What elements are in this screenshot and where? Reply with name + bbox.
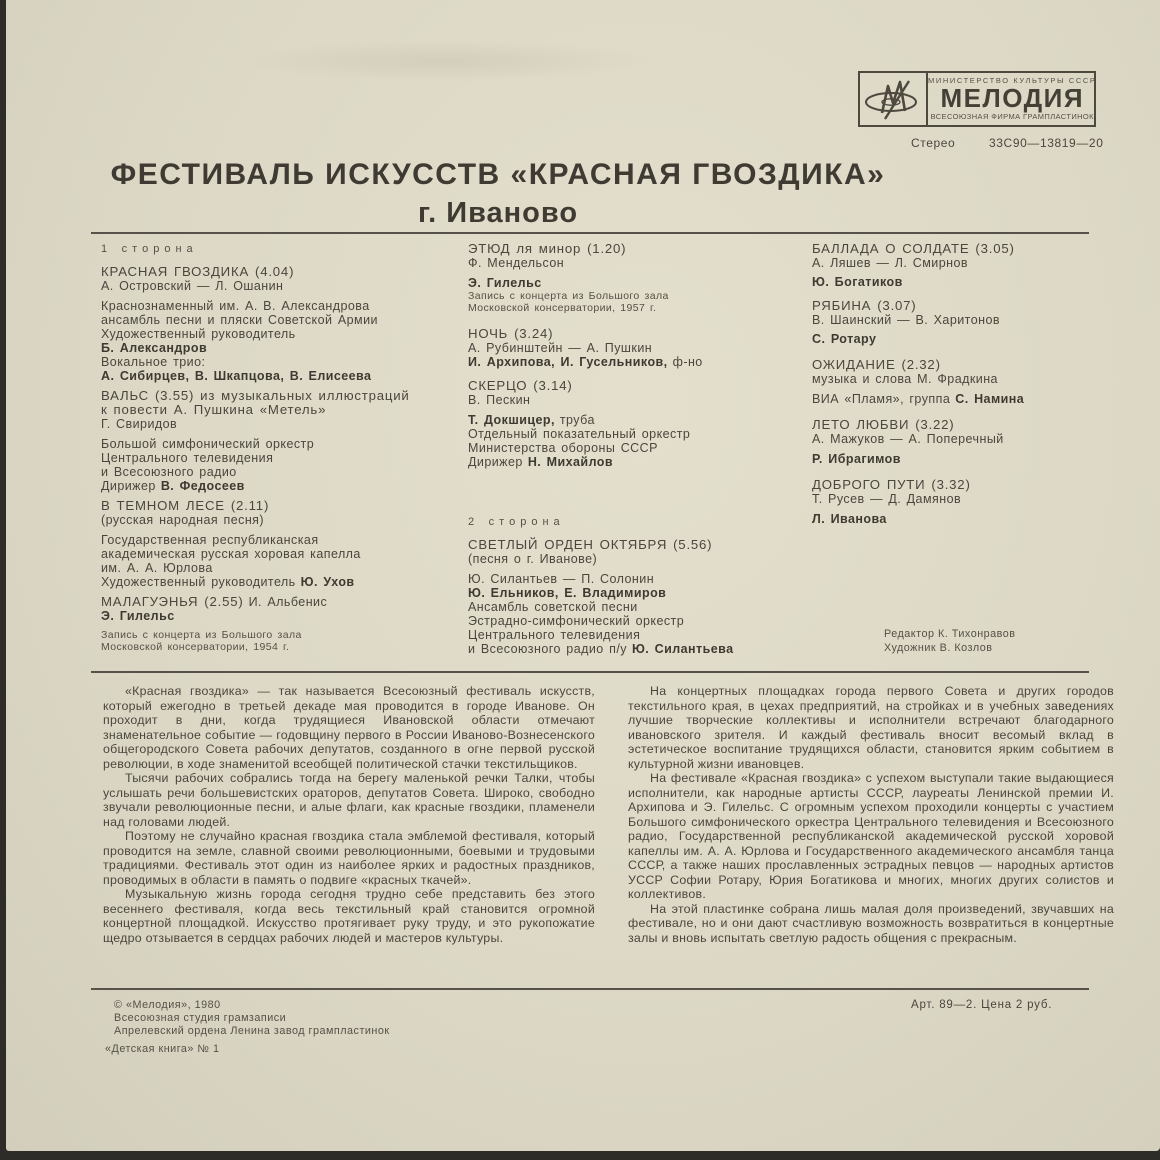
melodiya-logo-icon — [860, 73, 928, 125]
footer-credits — [105, 999, 390, 1056]
side2-heading: 2 сторона — [468, 515, 565, 528]
track-block — [101, 265, 431, 293]
track-authors: музыка и слова М. Фрадкина — [812, 372, 998, 386]
track-block — [812, 242, 1122, 289]
catalog-number: 33С90—13819—20 — [989, 136, 1104, 150]
performer-name: Т. Докшицер, — [468, 412, 555, 427]
essay-paragraph: «Красная гвоздика» — так называется Всесоюзный фестиваль искусств, который ежегодно в третьей декаде мая проводится в городе Иванове. Он проходит в дни, когда трудящиеся Ивановской области отмечают знаменательное событие — годовщину первого в России Иваново-Вознесенского общегородского Совета рабочих депутатов, созданного в огне первой русской революции, в ходе знаменитой всеобщей политической стачки текстильщиков. — [103, 684, 595, 771]
performer-name: Ю. Богатиков — [812, 275, 903, 289]
performer-line: и Всесоюзного радио — [101, 465, 237, 479]
track-title: КРАСНАЯ ГВОЗДИКА (4.04) — [101, 264, 295, 279]
instrument-label: ф-но — [672, 354, 703, 369]
recording-note-line: Московской консерватории, 1954 г. — [101, 641, 290, 654]
conductor-line — [101, 479, 431, 493]
track-authors: И. Альбенис — [248, 595, 328, 609]
performer-block — [101, 437, 431, 493]
track-title: ЛЕТО ЛЮБВИ (3.22) — [812, 417, 955, 432]
essay-paragraph: На фестивале «Красная гвоздика» с успехом выступали такие выдающиеся исполнители, как народные артисты СССР, лауреаты Ленинской премии И. Архипова и Э. Гилельс. С огромным успехом проходили концерты с участием Большого симфонического оркестра Центрального телевидения и Всесоюзного радио, Государственной республиканской академической русской хоровой капеллы им. А. А. Юрлова и Государственного академического ансамбля танца СССР, а также наших прославленных эстрадных певцов — народных артистов УССР Софии Ротару, Юрия Богатикова и многих, многих других солистов и коллективов. — [628, 771, 1114, 901]
performer-line: Министерства обороны СССР — [468, 440, 658, 455]
track-block — [812, 478, 1122, 526]
track-title: МАЛАГУЭНЬЯ (2.55) — [101, 594, 244, 609]
performer-line: Вокальное трио: — [101, 355, 206, 369]
performer-name: Р. Ибрагимов — [812, 452, 901, 466]
performer-name: Ю. Ельников, Е. Владимиров — [468, 585, 667, 600]
track-title: НОЧЬ (3.24) — [468, 325, 554, 341]
track-block — [468, 242, 798, 270]
essay-paragraph: Тысячи рабочих собрались тогда на берегу маленькой речки Талки, чтобы услышать речи большевистских ораторов, депутатов Совета. Широко, свободно звучали революционные песни, и алые флаги, как красные гвоздики, пламенели над головами людей. — [103, 771, 595, 829]
performer-line — [468, 642, 798, 656]
performer-line — [468, 413, 798, 427]
essay-paragraph: Музыкальную жизнь города сегодня трудно себе представить без этого весеннего фестиваля, когда весь текстильный край становится огромной концертной площадкой. Искусство протягивает руку труду, и это рукопожатие щедро отзывается в сердцах рабочих людей и мастеров культуры. — [103, 887, 595, 945]
track-block — [468, 327, 798, 369]
director-line — [101, 575, 431, 589]
track-authors: Т. Русев — Д. Дамянов — [812, 492, 962, 506]
performer-line: Краснознаменный им. А. В. Александрова — [101, 299, 370, 313]
track-authors: А. Ляшев — Л. Смирнов — [812, 256, 968, 270]
melodiya-plate — [858, 71, 1096, 127]
performer-line: Большой симфонический оркестр — [101, 437, 315, 451]
track-block — [101, 389, 431, 431]
conductor-name: Ю. Силантьева — [631, 641, 734, 656]
album-subtitle: г. Иваново — [417, 197, 579, 229]
performer-line: Художественный руководитель — [101, 327, 296, 341]
rule-top — [91, 232, 1089, 234]
conductor-name: В. Федосеев — [160, 479, 245, 493]
track-title: к повести А. Пушкина «Метель» — [101, 402, 327, 417]
essay-paragraph: На концертных площадках города первого Совета и других городов текстильного края, в цехах предприятий, на стройках и в учебных заведениях лучшие творческие коллективы и исполнители встречают благодарного ивановского зрителя. И каждый фестиваль вносит весомый вклад в эстетическое воспитание трудящихся области, становится ярким событием в культурной жизни ивановцев. — [628, 684, 1114, 771]
recording-note-line: Московской консерватории, 1957 г. — [468, 302, 657, 315]
track-title-line — [101, 595, 431, 609]
printer-line: «Детская книга» № 1 — [105, 1043, 220, 1055]
conductor-line — [468, 455, 798, 469]
director-label: Художественный руководитель — [101, 575, 296, 589]
essay-left-column — [103, 684, 595, 984]
track-title: СВЕТЛЫЙ ОРДЕН ОКТЯБРЯ (5.56) — [468, 536, 713, 552]
performer-block — [468, 276, 798, 315]
studio-line: Всесоюзная студия грамзаписи — [114, 1012, 287, 1024]
track-title: РЯБИНА (3.07) — [812, 298, 917, 313]
plant-line: Апрелевский ордена Ленина завод грампластинок — [114, 1025, 390, 1037]
performer-name: С. Ротару — [812, 332, 877, 346]
performer-line: Центрального телевидения — [101, 451, 274, 465]
stereo-label: Стерео — [911, 136, 956, 150]
track-title: ДОБРОГО ПУТИ (3.32) — [812, 477, 971, 492]
recording-note-line: Запись с концерта из Большого зала — [101, 629, 302, 641]
editor-credit: Редактор К. Тихонравов — [884, 628, 1016, 640]
track-title: БАЛЛАДА О СОЛДАТЕ (3.05) — [812, 241, 1015, 256]
tracklist-column-2 — [468, 242, 798, 662]
performer-block — [101, 533, 431, 589]
melodiya-plate-text — [928, 73, 1097, 125]
performer-name: Э. Гилельс — [468, 276, 542, 290]
price-line: Арт. 89—2. Цена 2 руб. — [911, 999, 1053, 1011]
track-title: СКЕРЦО (3.14) — [468, 377, 573, 393]
rule-bottom — [91, 988, 1089, 990]
production-credits — [884, 628, 1016, 655]
track-authors: (русская народная песня) — [101, 513, 265, 527]
director-name: Ю. Ухов — [300, 575, 355, 589]
performer-line: Отдельный показательный оркестр — [468, 426, 691, 441]
conductor-label: Дирижер — [101, 479, 156, 493]
recording-note-line: Запись с концерта из Большого зала — [468, 290, 669, 302]
track-title: ВАЛЬС (3.55) из музыкальных иллюстраций — [101, 388, 410, 403]
performer-line: им. А. А. Юрлова — [101, 561, 213, 575]
performer-line — [468, 355, 798, 369]
side1-heading: 1 сторона — [101, 243, 198, 255]
track-block — [812, 418, 1122, 466]
performer-line: Эстрадно-симфонический оркестр — [468, 613, 685, 628]
track-authors: В. Шаинский — В. Харитонов — [812, 313, 1000, 327]
track-block — [101, 595, 431, 623]
rule-middle — [91, 671, 1089, 673]
performer-name: Б. Александров — [101, 341, 208, 355]
track-title: В ТЕМНОМ ЛЕСЕ (2.11) — [101, 498, 270, 513]
performer-name: А. Сибирцев, В. Шкапцова, В. Елисеева — [101, 369, 372, 383]
tracklist-column-3 — [812, 242, 1122, 532]
ministry-label: МИНИСТЕРСТВО КУЛЬТУРЫ СССР — [928, 76, 1097, 85]
essay-right-column — [628, 684, 1114, 984]
track-block — [468, 538, 798, 566]
performer-line: ансамбль песни и пляски Советской Армии — [101, 313, 378, 327]
track-title: ЭТЮД ля минор (1.20) — [468, 241, 627, 256]
track-authors: А. Островский — Л. Ошанин — [101, 279, 284, 293]
copyright-line: © «Мелодия», 1980 — [114, 999, 221, 1011]
performer-line: Центрального телевидения — [468, 627, 641, 642]
performer-name: Л. Иванова — [812, 512, 887, 526]
brand-label: МЕЛОДИЯ — [940, 83, 1085, 113]
performer-block — [468, 572, 798, 656]
record-sleeve-back — [6, 0, 1160, 1151]
track-authors: Ф. Мендельсон — [468, 256, 565, 270]
track-authors: Ю. Силантьев — П. Солонин — [468, 571, 655, 586]
conductor-label: Дирижер — [468, 454, 523, 469]
tracklist-column-1 — [101, 242, 431, 660]
conductor-name: Н. Михайлов — [527, 454, 614, 469]
firm-label: ВСЕСОЮЗНАЯ ФИРМА ГРАМПЛАСТИНОК — [930, 112, 1094, 121]
performer-name: С. Намина — [955, 392, 1025, 406]
performer-line: Государственная республиканская — [101, 533, 319, 547]
performer-name: И. Архипова, И. Гусельников, — [468, 354, 668, 369]
track-title: ОЖИДАНИЕ (2.32) — [812, 357, 941, 372]
track-block — [812, 358, 1122, 406]
track-block — [468, 379, 798, 407]
essay-paragraph: На этой пластинке собрана лишь малая доля произведений, звучавших на фестивале, но и они дают счастливую возможность возвратиться в концертные залы и вновь испытать светлую радость общения с прекрасным. — [628, 901, 1114, 945]
performer-block — [468, 413, 798, 469]
track-block — [812, 299, 1122, 346]
album-title: ФЕСТИВАЛЬ ИСКУССТВ «КРАСНАЯ ГВОЗДИКА» — [110, 158, 886, 191]
paper-smudge — [236, 40, 656, 82]
performer-line: Ансамбль советской песни — [468, 599, 638, 614]
album-title-block — [98, 158, 898, 230]
performer-line: академическая русская хоровая капелла — [101, 547, 361, 561]
track-authors: (песня о г. Иванове) — [468, 551, 598, 566]
performer-line — [812, 392, 1122, 406]
essay-paragraph: Поэтому не случайно красная гвоздика стала эмблемой фестиваля, который проводится на земле, славной своими революционными, боевыми и трудовыми традициями. Фестиваль этот один из наиболее ярких и радостных праздников, проводимых в области в память о подвиге «красных ткачей». — [103, 829, 595, 887]
artist-credit: Художник В. Козлов — [884, 641, 993, 654]
recording-note — [101, 629, 431, 654]
track-authors: А. Мажуков — А. Поперечный — [812, 432, 1004, 446]
instrument-label: труба — [559, 412, 595, 427]
track-authors: Г. Свиридов — [101, 417, 178, 431]
performer-label: ВИА «Пламя», группа — [812, 392, 951, 406]
track-block — [101, 499, 431, 527]
performer-label: и Всесоюзного радио п/у — [468, 641, 627, 656]
performer-block — [101, 299, 431, 383]
track-authors: В. Пескин — [468, 392, 531, 407]
track-authors: А. Рубинштейн — А. Пушкин — [468, 340, 653, 355]
performer-name: Э. Гилельс — [101, 609, 175, 623]
